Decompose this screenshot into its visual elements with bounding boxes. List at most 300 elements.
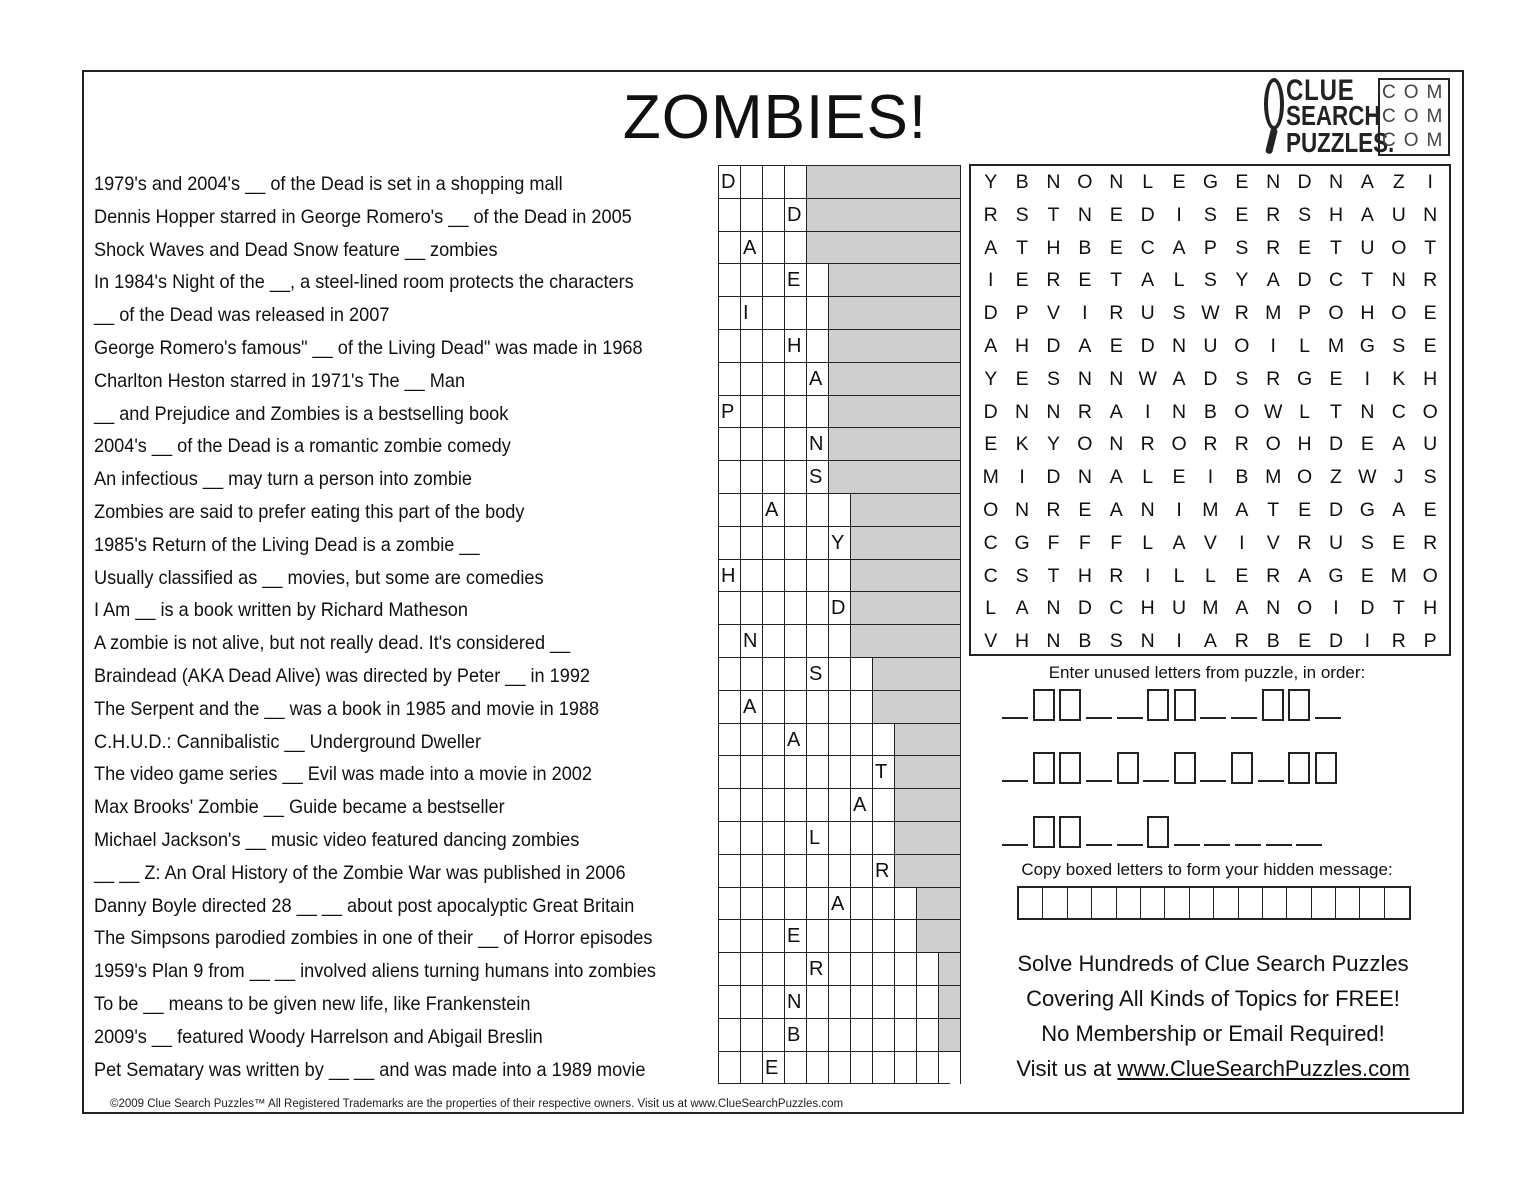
answer-cell[interactable] bbox=[807, 920, 829, 952]
answer-cell[interactable] bbox=[807, 986, 829, 1018]
word-search-letter[interactable]: A bbox=[1172, 531, 1186, 554]
word-search-letter[interactable]: S bbox=[1298, 203, 1312, 226]
word-search-letter[interactable]: M bbox=[1390, 564, 1407, 587]
word-search-letter[interactable]: E bbox=[1423, 302, 1437, 325]
letter-blank[interactable] bbox=[1235, 844, 1261, 846]
answer-cell[interactable] bbox=[829, 494, 851, 526]
word-search-letter[interactable]: H bbox=[1328, 203, 1344, 226]
word-search-letter[interactable]: B bbox=[1078, 630, 1092, 653]
answer-cell[interactable] bbox=[829, 625, 851, 657]
answer-cell[interactable] bbox=[873, 855, 895, 887]
word-search-letter[interactable]: R bbox=[1266, 236, 1281, 259]
word-search-letter[interactable]: M bbox=[1265, 466, 1282, 489]
answer-cell[interactable] bbox=[785, 396, 807, 428]
answer-cell[interactable] bbox=[719, 789, 741, 821]
answer-cell[interactable] bbox=[785, 199, 807, 231]
word-search-letter[interactable]: N bbox=[1046, 630, 1061, 653]
word-search-letter[interactable]: A bbox=[1109, 499, 1123, 521]
word-search-letter[interactable]: D bbox=[1360, 597, 1375, 620]
word-search-letter[interactable]: A bbox=[1266, 269, 1280, 292]
word-search-letter[interactable]: N bbox=[1077, 203, 1092, 226]
word-search-letter[interactable]: H bbox=[1015, 630, 1030, 653]
answer-cell[interactable] bbox=[741, 428, 763, 460]
word-search-letter[interactable]: L bbox=[1173, 269, 1185, 292]
word-search-letter[interactable]: S bbox=[1423, 466, 1437, 489]
word-search-letter[interactable]: A bbox=[1392, 433, 1406, 456]
word-search-letter[interactable]: T bbox=[1361, 269, 1374, 292]
answer-cell[interactable] bbox=[873, 1019, 895, 1051]
word-search-letter[interactable]: B bbox=[1015, 171, 1029, 193]
answer-cell[interactable] bbox=[873, 822, 895, 854]
word-search-letter[interactable]: R bbox=[1140, 433, 1155, 456]
hidden-message-box[interactable] bbox=[1165, 888, 1189, 918]
answer-cell[interactable] bbox=[741, 658, 763, 690]
answer-cell[interactable] bbox=[851, 822, 873, 854]
word-search-letter[interactable]: H bbox=[1297, 433, 1312, 456]
hidden-message-box[interactable] bbox=[1190, 888, 1214, 918]
answer-cell[interactable] bbox=[829, 1019, 851, 1051]
answer-cell[interactable] bbox=[763, 264, 785, 296]
word-search-letter[interactable]: C bbox=[1109, 597, 1124, 620]
answer-cell[interactable] bbox=[763, 986, 785, 1018]
word-search-letter[interactable]: E bbox=[1109, 236, 1123, 259]
answer-cell[interactable] bbox=[785, 494, 807, 526]
word-search-letter[interactable]: Z bbox=[1330, 466, 1342, 489]
answer-cell[interactable] bbox=[851, 789, 873, 821]
answer-cell[interactable] bbox=[829, 953, 851, 985]
answer-cell[interactable] bbox=[785, 855, 807, 887]
word-search-letter[interactable]: I bbox=[1207, 466, 1214, 489]
answer-cell[interactable] bbox=[763, 1019, 785, 1051]
word-search-letter[interactable]: O bbox=[1391, 302, 1407, 325]
answer-cell[interactable] bbox=[851, 1019, 873, 1051]
answer-cell[interactable] bbox=[763, 494, 785, 526]
word-search-letter[interactable]: H bbox=[1046, 236, 1061, 259]
boxed-letter-slot[interactable] bbox=[1147, 816, 1169, 848]
word-search-letter[interactable]: D bbox=[983, 400, 998, 423]
letter-blank[interactable] bbox=[1258, 780, 1284, 782]
word-search-letter[interactable]: F bbox=[1047, 531, 1060, 554]
word-search-letter[interactable]: N bbox=[1266, 171, 1281, 193]
word-search-letter[interactable]: O bbox=[1077, 171, 1093, 193]
word-search-letter[interactable]: B bbox=[1203, 400, 1217, 423]
word-search-letter[interactable]: A bbox=[1172, 236, 1186, 259]
word-search-letter[interactable]: T bbox=[1330, 400, 1342, 423]
word-search-letter[interactable]: R bbox=[1266, 203, 1281, 226]
word-search-letter[interactable]: R bbox=[1234, 630, 1249, 653]
answer-cell[interactable] bbox=[719, 592, 741, 624]
answer-cell[interactable] bbox=[785, 560, 807, 592]
word-search-letter[interactable]: H bbox=[1423, 367, 1438, 390]
word-search-letter[interactable]: A bbox=[1141, 269, 1155, 292]
answer-cell[interactable] bbox=[741, 986, 763, 1018]
word-search-letter[interactable]: R bbox=[1391, 630, 1406, 653]
answer-cell[interactable] bbox=[785, 527, 807, 559]
answer-cell[interactable] bbox=[785, 920, 807, 952]
answer-cell[interactable] bbox=[741, 1019, 763, 1051]
word-search-letter[interactable]: O bbox=[1077, 433, 1093, 456]
word-search-letter[interactable]: H bbox=[1140, 597, 1155, 620]
letter-blank[interactable] bbox=[1117, 844, 1143, 846]
word-search-letter[interactable]: I bbox=[1019, 466, 1025, 489]
answer-cell[interactable] bbox=[785, 789, 807, 821]
answer-cell[interactable] bbox=[763, 428, 785, 460]
word-search-letter[interactable]: E bbox=[1172, 466, 1186, 489]
answer-cell[interactable] bbox=[763, 199, 785, 231]
word-search-letter[interactable]: R bbox=[1109, 302, 1124, 325]
word-search-letter[interactable]: R bbox=[1046, 269, 1061, 292]
word-search-letter[interactable]: E bbox=[1423, 499, 1437, 521]
answer-cell[interactable] bbox=[719, 756, 741, 788]
boxed-letter-slot[interactable] bbox=[1147, 689, 1169, 721]
word-search-letter[interactable]: E bbox=[1235, 171, 1249, 193]
answer-cell[interactable] bbox=[873, 953, 895, 985]
letter-blank[interactable] bbox=[1174, 844, 1200, 846]
hidden-message-box[interactable] bbox=[1360, 888, 1384, 918]
word-search-letter[interactable]: R bbox=[983, 203, 998, 226]
word-search-letter[interactable]: P bbox=[1015, 302, 1029, 325]
word-search-letter[interactable]: I bbox=[1364, 630, 1371, 653]
answer-cell[interactable] bbox=[807, 396, 829, 428]
word-search-letter[interactable]: D bbox=[1297, 171, 1312, 193]
word-search-letter[interactable]: A bbox=[1298, 564, 1312, 587]
answer-cell[interactable] bbox=[873, 986, 895, 1018]
answer-cell[interactable] bbox=[785, 592, 807, 624]
word-search-letter[interactable]: D bbox=[1328, 433, 1344, 456]
answer-cell[interactable] bbox=[763, 855, 785, 887]
word-search-letter[interactable]: R bbox=[1234, 433, 1249, 456]
answer-cell[interactable] bbox=[917, 986, 939, 1018]
word-search-letter[interactable]: B bbox=[1235, 466, 1249, 489]
answer-cell[interactable] bbox=[807, 428, 829, 460]
word-search-letter[interactable]: D bbox=[1328, 630, 1344, 653]
answer-cell[interactable] bbox=[763, 363, 785, 395]
answer-cell[interactable] bbox=[785, 756, 807, 788]
answer-cell[interactable] bbox=[763, 953, 785, 985]
word-search-letter[interactable]: D bbox=[1140, 335, 1155, 357]
answer-cell[interactable] bbox=[741, 396, 763, 428]
word-search-letter[interactable]: L bbox=[1142, 531, 1154, 554]
word-search-letter[interactable]: H bbox=[1077, 564, 1092, 587]
word-search-letter[interactable]: Y bbox=[984, 171, 998, 193]
boxed-letter-slot[interactable] bbox=[1288, 752, 1310, 784]
word-search-letter[interactable]: N bbox=[1046, 597, 1061, 620]
answer-cell[interactable] bbox=[873, 756, 895, 788]
word-search-letter[interactable]: O bbox=[1422, 400, 1438, 423]
answer-cell[interactable] bbox=[895, 920, 917, 952]
word-search-letter[interactable]: B bbox=[1266, 630, 1280, 653]
answer-cell[interactable] bbox=[741, 625, 763, 657]
word-search-letter[interactable]: G bbox=[1328, 564, 1344, 587]
word-search-letter[interactable]: V bbox=[1046, 302, 1060, 325]
answer-cell[interactable] bbox=[719, 625, 741, 657]
word-search-letter[interactable]: U bbox=[1328, 531, 1344, 554]
answer-cell[interactable] bbox=[851, 986, 873, 1018]
answer-cell[interactable] bbox=[785, 986, 807, 1018]
word-search-letter[interactable]: N bbox=[1360, 400, 1375, 423]
letter-blank[interactable] bbox=[1086, 780, 1112, 782]
answer-cell[interactable] bbox=[851, 953, 873, 985]
word-search-letter[interactable]: K bbox=[1015, 433, 1029, 456]
answer-cell[interactable] bbox=[719, 1052, 741, 1084]
answer-cell[interactable] bbox=[719, 527, 741, 559]
answer-cell[interactable] bbox=[807, 527, 829, 559]
answer-cell[interactable] bbox=[719, 986, 741, 1018]
word-search-letter[interactable]: N bbox=[1109, 433, 1124, 456]
answer-cell[interactable] bbox=[763, 691, 785, 723]
letter-blank[interactable] bbox=[1086, 717, 1112, 719]
word-search-letter[interactable]: I bbox=[1239, 531, 1245, 554]
answer-cell[interactable] bbox=[763, 297, 785, 329]
word-search-letter[interactable]: I bbox=[1144, 400, 1151, 423]
answer-cell[interactable] bbox=[741, 330, 763, 362]
answer-cell[interactable] bbox=[785, 953, 807, 985]
answer-cell[interactable] bbox=[719, 297, 741, 329]
word-search-letter[interactable]: A bbox=[1109, 466, 1123, 489]
letter-blank[interactable] bbox=[1315, 717, 1341, 719]
boxed-letter-slot[interactable] bbox=[1059, 689, 1081, 721]
answer-cell[interactable] bbox=[807, 1019, 829, 1051]
answer-cell[interactable] bbox=[763, 166, 785, 198]
answer-cell[interactable] bbox=[939, 1052, 961, 1084]
word-search-letter[interactable]: T bbox=[1047, 203, 1060, 226]
word-search-letter[interactable]: A bbox=[1360, 203, 1374, 226]
answer-cell[interactable] bbox=[785, 658, 807, 690]
answer-cell[interactable] bbox=[719, 691, 741, 723]
answer-cell[interactable] bbox=[829, 592, 851, 624]
answer-cell[interactable] bbox=[763, 232, 785, 264]
answer-cell[interactable] bbox=[873, 789, 895, 821]
answer-cell[interactable] bbox=[917, 1019, 939, 1051]
word-search-letter[interactable]: U bbox=[1391, 203, 1406, 226]
word-search-letter[interactable]: E bbox=[1109, 335, 1123, 357]
word-search-letter[interactable]: U bbox=[1423, 433, 1438, 456]
word-search-letter[interactable]: K bbox=[1392, 367, 1406, 390]
answer-cell[interactable] bbox=[741, 953, 763, 985]
letter-blank[interactable] bbox=[1200, 717, 1226, 719]
answer-cell[interactable] bbox=[785, 461, 807, 493]
answer-cell[interactable] bbox=[741, 199, 763, 231]
answer-cell[interactable] bbox=[807, 822, 829, 854]
word-search-letter[interactable]: L bbox=[1299, 335, 1311, 357]
answer-cell[interactable] bbox=[763, 1052, 785, 1084]
word-search-letter[interactable]: A bbox=[1392, 499, 1406, 521]
word-search-letter[interactable]: R bbox=[1203, 433, 1218, 456]
answer-cell[interactable] bbox=[785, 330, 807, 362]
word-search-letter[interactable]: I bbox=[1176, 499, 1182, 521]
answer-cell[interactable] bbox=[763, 888, 785, 920]
word-search-letter[interactable]: E bbox=[984, 433, 998, 456]
word-search-letter[interactable]: M bbox=[982, 466, 999, 489]
boxed-letter-slot[interactable] bbox=[1059, 816, 1081, 848]
word-search-letter[interactable]: N bbox=[1140, 630, 1155, 653]
boxed-letter-slot[interactable] bbox=[1262, 689, 1284, 721]
word-search-letter[interactable]: L bbox=[1142, 171, 1154, 193]
word-search-letter[interactable]: Y bbox=[984, 367, 998, 390]
word-search-letter[interactable]: I bbox=[1333, 597, 1339, 620]
answer-cell[interactable] bbox=[719, 363, 741, 395]
answer-cell[interactable] bbox=[763, 658, 785, 690]
word-search-letter[interactable]: A bbox=[1235, 499, 1249, 521]
answer-cell[interactable] bbox=[741, 691, 763, 723]
answer-cell[interactable] bbox=[719, 953, 741, 985]
word-search-letter[interactable]: E bbox=[1298, 630, 1312, 653]
answer-cell[interactable] bbox=[763, 724, 785, 756]
hidden-message-box[interactable] bbox=[1336, 888, 1360, 918]
word-search-letter[interactable]: R bbox=[1109, 564, 1124, 587]
word-search-letter[interactable]: I bbox=[1144, 564, 1151, 587]
answer-cell[interactable] bbox=[785, 232, 807, 264]
word-search-letter[interactable]: H bbox=[1015, 335, 1030, 357]
word-search-letter[interactable]: N bbox=[1423, 203, 1438, 226]
hidden-message-box[interactable] bbox=[1263, 888, 1287, 918]
answer-cell[interactable] bbox=[917, 953, 939, 985]
word-search-letter[interactable]: P bbox=[1423, 630, 1437, 653]
word-search-letter[interactable]: Y bbox=[1235, 269, 1249, 292]
answer-cell[interactable] bbox=[785, 888, 807, 920]
word-search-letter[interactable]: A bbox=[984, 335, 998, 357]
word-search-letter[interactable]: W bbox=[1358, 466, 1377, 489]
word-search-letter[interactable]: E bbox=[1392, 531, 1406, 554]
word-search-letter[interactable]: A bbox=[1360, 171, 1374, 193]
word-search-letter[interactable]: N bbox=[1015, 499, 1030, 521]
answer-cell[interactable] bbox=[719, 494, 741, 526]
word-search-letter[interactable]: S bbox=[1015, 564, 1029, 587]
word-search-letter[interactable]: A bbox=[1078, 335, 1092, 357]
answer-cell[interactable] bbox=[785, 1019, 807, 1051]
answer-cell[interactable] bbox=[807, 724, 829, 756]
hidden-message-box[interactable] bbox=[1239, 888, 1263, 918]
letter-blank[interactable] bbox=[1266, 844, 1292, 846]
answer-cell[interactable] bbox=[807, 461, 829, 493]
word-search-letter[interactable]: M bbox=[1202, 597, 1219, 620]
word-search-letter[interactable]: S bbox=[1203, 269, 1217, 292]
answer-cell[interactable] bbox=[741, 920, 763, 952]
answer-cell[interactable] bbox=[719, 396, 741, 428]
word-search-letter[interactable]: E bbox=[1015, 269, 1029, 292]
word-search-letter[interactable]: M bbox=[1327, 335, 1345, 357]
word-search-letter[interactable]: O bbox=[1297, 466, 1313, 489]
word-search-letter[interactable]: R bbox=[1266, 564, 1281, 587]
answer-cell[interactable] bbox=[785, 625, 807, 657]
word-search-letter[interactable]: S bbox=[1360, 531, 1374, 554]
hidden-message-box[interactable] bbox=[1043, 888, 1067, 918]
answer-cell[interactable] bbox=[807, 363, 829, 395]
word-search-letter[interactable]: E bbox=[1015, 367, 1029, 390]
word-search-letter[interactable]: G bbox=[1359, 335, 1375, 357]
word-search-letter[interactable]: C bbox=[1328, 269, 1344, 292]
word-search-letter[interactable]: O bbox=[1328, 302, 1344, 325]
word-search-letter[interactable]: W bbox=[1138, 367, 1157, 390]
word-search-letter[interactable]: O bbox=[1391, 236, 1407, 259]
word-search-letter[interactable]: C bbox=[983, 531, 998, 554]
word-search-letter[interactable]: E bbox=[1329, 367, 1343, 390]
answer-cell[interactable] bbox=[829, 986, 851, 1018]
word-search-letter[interactable]: M bbox=[1202, 499, 1219, 521]
answer-cell[interactable] bbox=[719, 560, 741, 592]
word-search-letter[interactable]: N bbox=[1171, 335, 1187, 357]
word-search-letter[interactable]: A bbox=[1015, 597, 1029, 620]
answer-cell[interactable] bbox=[829, 724, 851, 756]
word-search-letter[interactable]: G bbox=[1359, 499, 1375, 521]
answer-cell[interactable] bbox=[785, 297, 807, 329]
hidden-message-box[interactable] bbox=[1117, 888, 1141, 918]
word-search-letter[interactable]: B bbox=[1078, 236, 1092, 259]
answer-cell[interactable] bbox=[741, 494, 763, 526]
word-search-letter[interactable]: T bbox=[1047, 564, 1060, 587]
answer-cell[interactable] bbox=[763, 592, 785, 624]
word-search-letter[interactable]: V bbox=[984, 630, 998, 653]
word-search-letter[interactable]: D bbox=[1328, 499, 1344, 521]
answer-cell[interactable] bbox=[741, 1052, 763, 1084]
word-search-letter[interactable]: E bbox=[1172, 171, 1186, 193]
answer-cell[interactable] bbox=[741, 592, 763, 624]
answer-cell[interactable] bbox=[829, 888, 851, 920]
word-search-letter[interactable]: R bbox=[1297, 531, 1312, 554]
word-search-letter[interactable]: E bbox=[1109, 203, 1123, 226]
answer-cell[interactable] bbox=[807, 855, 829, 887]
answer-cell[interactable] bbox=[785, 1052, 807, 1084]
promo-url-link[interactable]: www.ClueSearchPuzzles.com bbox=[1117, 1056, 1410, 1081]
word-search-letter[interactable]: O bbox=[1234, 335, 1250, 357]
word-search-letter[interactable]: I bbox=[1176, 203, 1182, 226]
word-search-letter[interactable]: G bbox=[1014, 531, 1030, 554]
answer-cell[interactable] bbox=[719, 920, 741, 952]
answer-cell[interactable] bbox=[741, 560, 763, 592]
answer-cell[interactable] bbox=[807, 658, 829, 690]
word-search-letter[interactable]: D bbox=[983, 302, 998, 325]
word-search-letter[interactable]: L bbox=[1142, 466, 1154, 489]
answer-cell[interactable] bbox=[741, 264, 763, 296]
letter-blank[interactable] bbox=[1002, 844, 1028, 846]
answer-cell[interactable] bbox=[829, 789, 851, 821]
answer-cell[interactable] bbox=[785, 166, 807, 198]
answer-cell[interactable] bbox=[741, 888, 763, 920]
answer-cell[interactable] bbox=[851, 855, 873, 887]
word-search-letter[interactable]: S bbox=[1392, 335, 1406, 357]
word-search-letter[interactable]: I bbox=[1427, 171, 1433, 193]
answer-cell[interactable] bbox=[763, 527, 785, 559]
word-search-letter[interactable]: E bbox=[1360, 433, 1374, 456]
answer-cell[interactable] bbox=[873, 1052, 895, 1084]
answer-cell[interactable] bbox=[807, 1052, 829, 1084]
word-search-letter[interactable]: L bbox=[1173, 564, 1185, 587]
word-search-letter[interactable]: S bbox=[1235, 367, 1249, 390]
answer-cell[interactable] bbox=[719, 888, 741, 920]
word-search-letter[interactable]: N bbox=[1171, 400, 1187, 423]
word-search-letter[interactable]: S bbox=[1235, 236, 1249, 259]
word-search-letter[interactable]: T bbox=[1267, 499, 1280, 521]
answer-cell[interactable] bbox=[807, 494, 829, 526]
word-search-letter[interactable]: V bbox=[1203, 531, 1217, 554]
answer-cell[interactable] bbox=[851, 658, 873, 690]
hidden-message-box[interactable] bbox=[1141, 888, 1165, 918]
answer-cell[interactable] bbox=[873, 888, 895, 920]
answer-cell[interactable] bbox=[785, 264, 807, 296]
answer-cell[interactable] bbox=[763, 625, 785, 657]
answer-cell[interactable] bbox=[807, 888, 829, 920]
word-search-letter[interactable]: N bbox=[1046, 171, 1061, 193]
answer-cell[interactable] bbox=[895, 1019, 917, 1051]
word-search-letter[interactable]: I bbox=[987, 269, 994, 292]
word-search-letter[interactable]: G bbox=[1297, 367, 1313, 390]
answer-cell[interactable] bbox=[763, 920, 785, 952]
letter-blank[interactable] bbox=[1002, 780, 1028, 782]
word-search-letter[interactable]: R bbox=[1077, 400, 1092, 423]
answer-cell[interactable] bbox=[829, 1052, 851, 1084]
answer-cell[interactable] bbox=[719, 855, 741, 887]
word-search-letter[interactable]: T bbox=[1330, 236, 1342, 259]
